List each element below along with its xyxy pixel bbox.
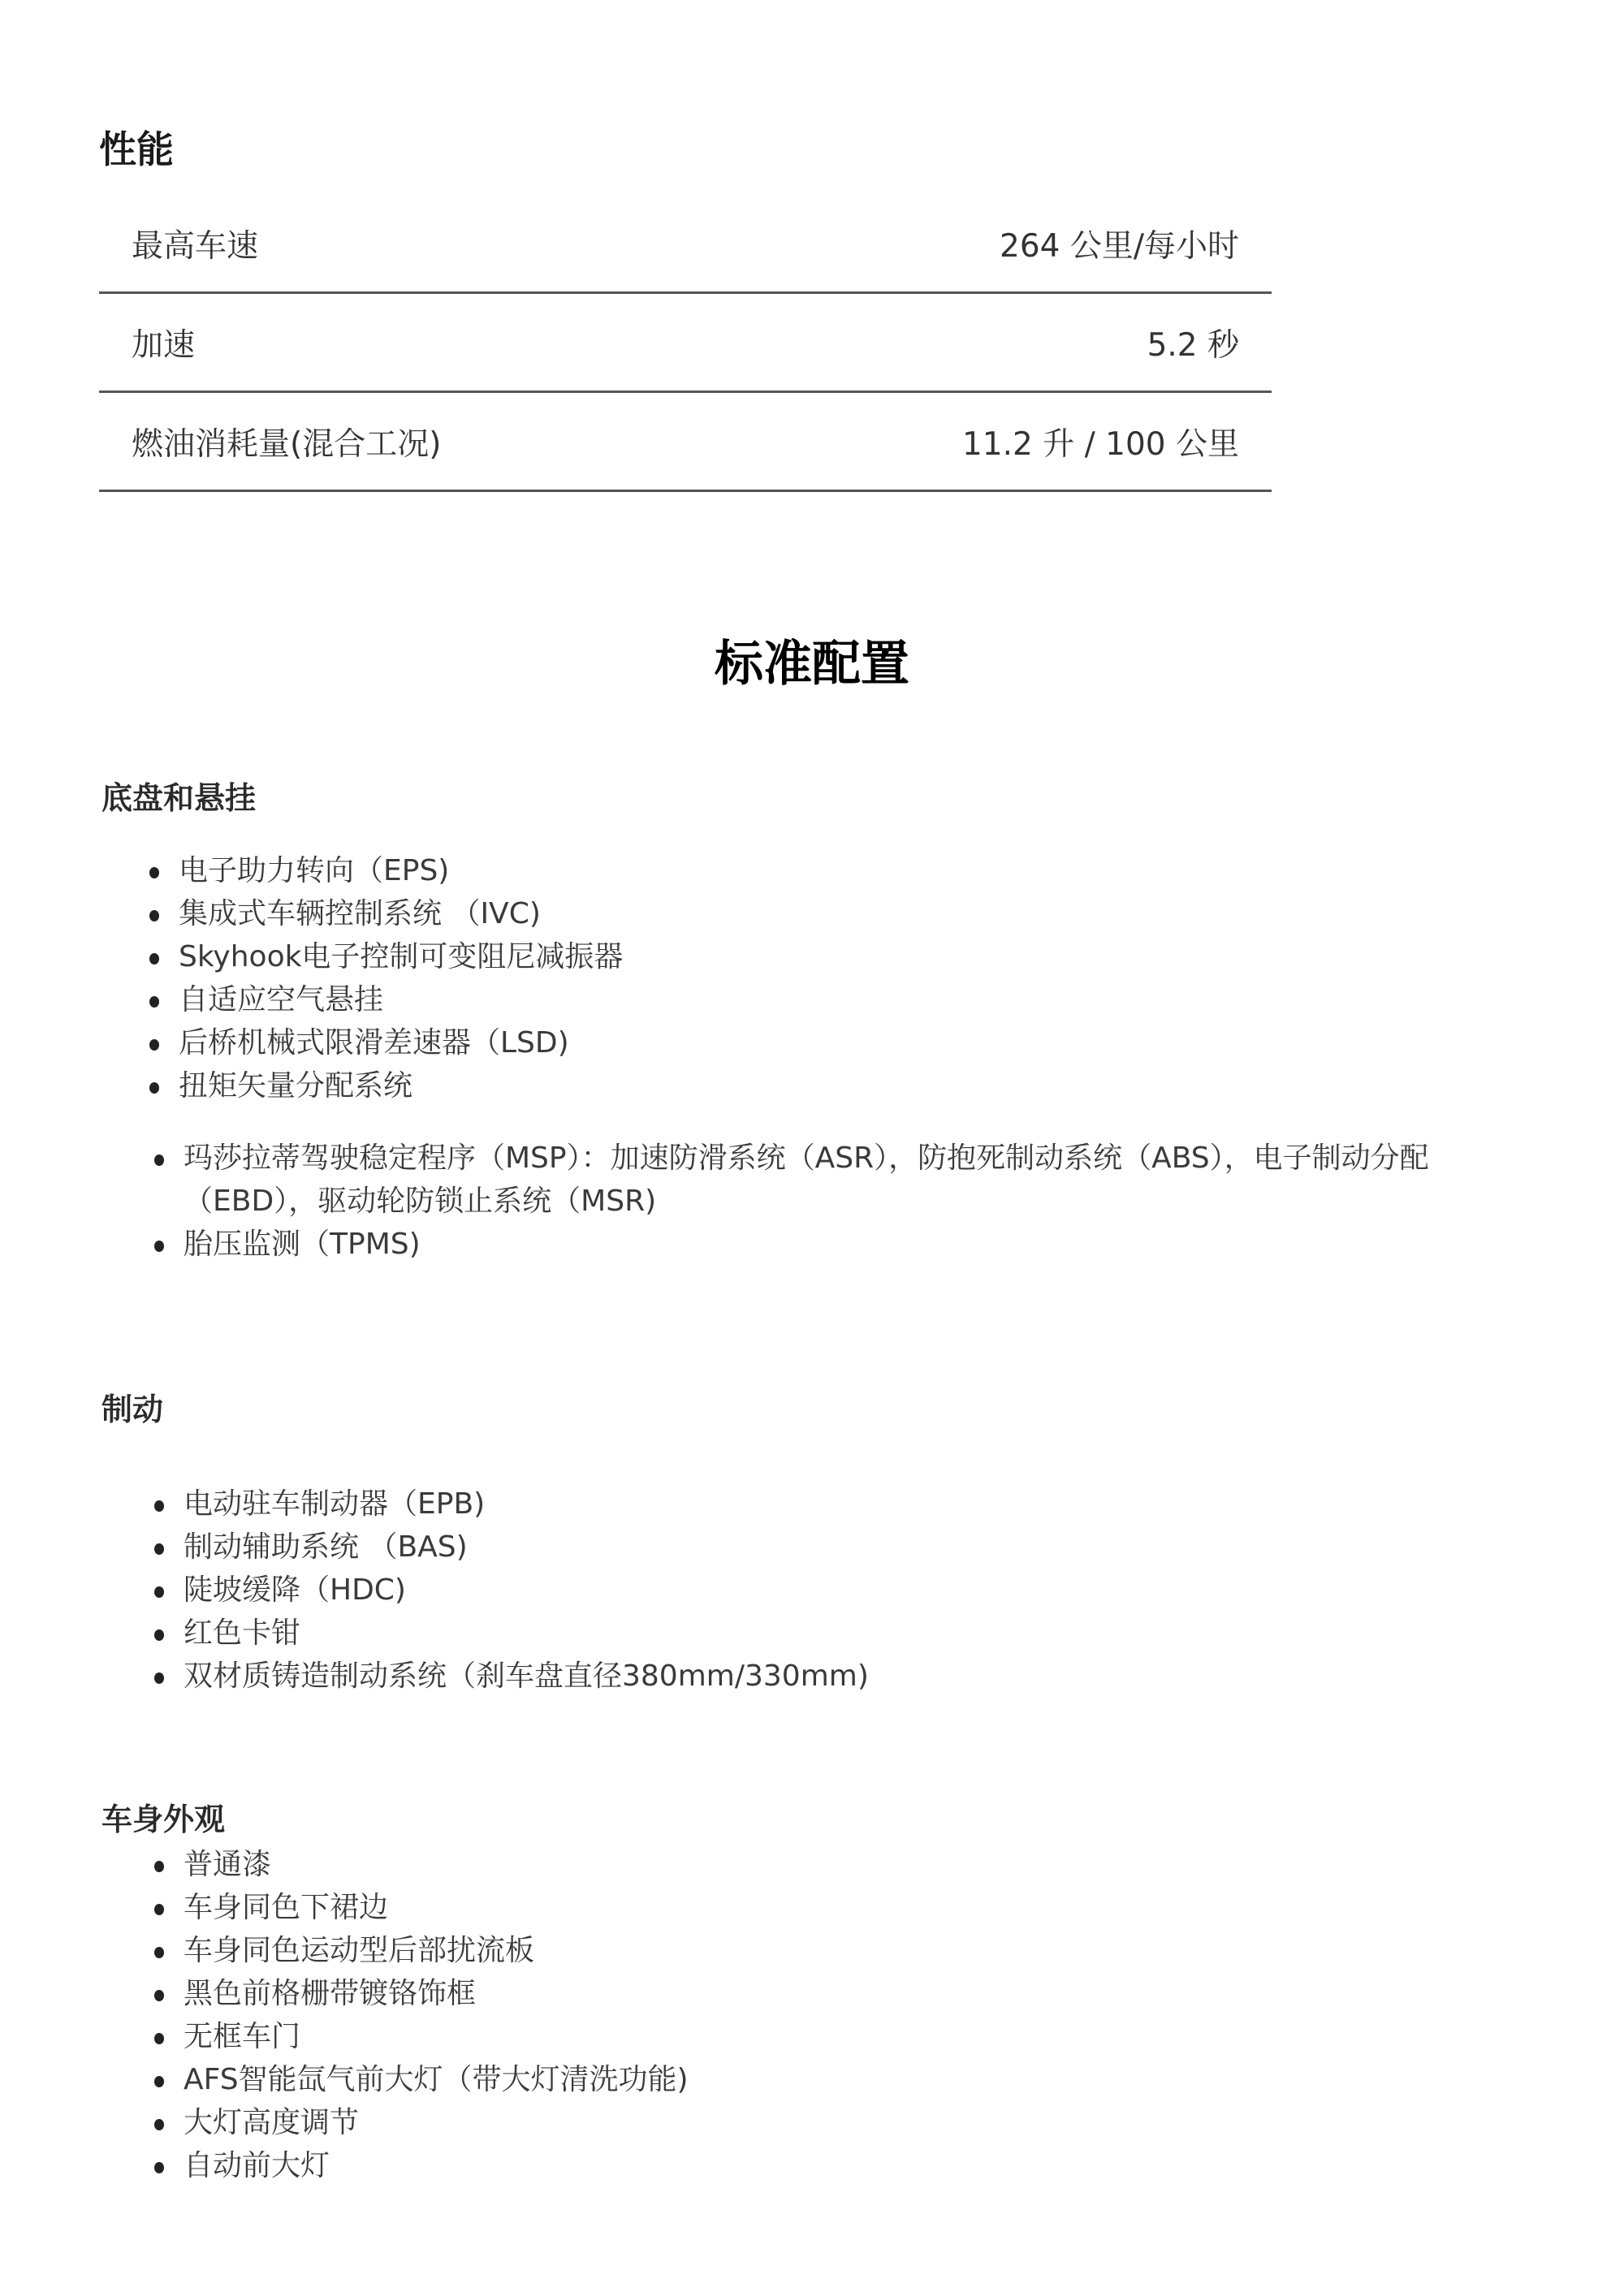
- standard-equipment-title: 标准配置: [715, 636, 909, 693]
- list-item: 自动前大灯: [151, 2144, 689, 2187]
- brakes-heading: 制动: [102, 1392, 164, 1427]
- spec-value: 11.2 升 / 100 公里: [961, 425, 1239, 463]
- spec-value: 264 公里/每小时: [1000, 227, 1239, 265]
- spec-row-top-speed: [99, 195, 1272, 294]
- list-item: 制动辅助系统 （BAS): [151, 1526, 869, 1569]
- spec-row-fuel-consumption: [99, 393, 1272, 492]
- exterior-feature-list: [151, 1843, 689, 2187]
- list-item: 自适应空气悬挂: [146, 978, 623, 1021]
- spec-value: 5.2 秒: [1147, 326, 1239, 364]
- list-item: 黑色前格栅带镀铬饰框: [151, 1972, 689, 2015]
- list-item: Skyhook电子控制可变阻尼减振器: [146, 935, 623, 978]
- list-item: 红色卡钳: [151, 1612, 869, 1655]
- performance-spec-table: [99, 195, 1272, 492]
- performance-heading: 性能: [99, 127, 174, 171]
- chassis-suspension-heading: 底盘和悬挂: [102, 780, 257, 816]
- list-item: 大灯高度调节: [151, 2101, 689, 2144]
- list-item: 双材质铸造制动系统（刹车盘直径380mm/330mm): [151, 1655, 869, 1698]
- spec-row-acceleration: [99, 294, 1272, 393]
- chassis-feature-list-continued: [151, 1137, 1434, 1266]
- chassis-feature-list: [146, 849, 623, 1107]
- list-item: 车身同色下裙边: [151, 1886, 689, 1929]
- spec-label: 燃油消耗量(混合工况): [132, 425, 442, 463]
- list-item: 玛莎拉蒂驾驶稳定程序（MSP）：加速防滑系统（ASR），防抱死制动系统（ABS），电子制动分配（EBD），驱动轮防锁止系统（MSR): [151, 1137, 1434, 1223]
- list-item: AFS智能氙气前大灯（带大灯清洗功能): [151, 2058, 689, 2101]
- list-item: 胎压监测（TPMS): [151, 1223, 1434, 1266]
- list-item: 电子助力转向（EPS): [146, 849, 623, 892]
- list-item: 扭矩矢量分配系统: [146, 1064, 623, 1107]
- list-item: 车身同色运动型后部扰流板: [151, 1929, 689, 1972]
- spec-label: 加速: [132, 326, 196, 364]
- list-item: 电动驻车制动器（EPB): [151, 1482, 869, 1526]
- list-item: 无框车门: [151, 2015, 689, 2058]
- list-item: 普通漆: [151, 1843, 689, 1886]
- brakes-feature-list: [151, 1482, 869, 1698]
- list-item: 陡坡缓降（HDC): [151, 1569, 869, 1612]
- spec-label: 最高车速: [132, 227, 259, 265]
- exterior-heading: 车身外观: [102, 1802, 226, 1837]
- list-item: 后桥机械式限滑差速器（LSD): [146, 1021, 623, 1064]
- list-item: 集成式车辆控制系统 （IVC): [146, 892, 623, 935]
